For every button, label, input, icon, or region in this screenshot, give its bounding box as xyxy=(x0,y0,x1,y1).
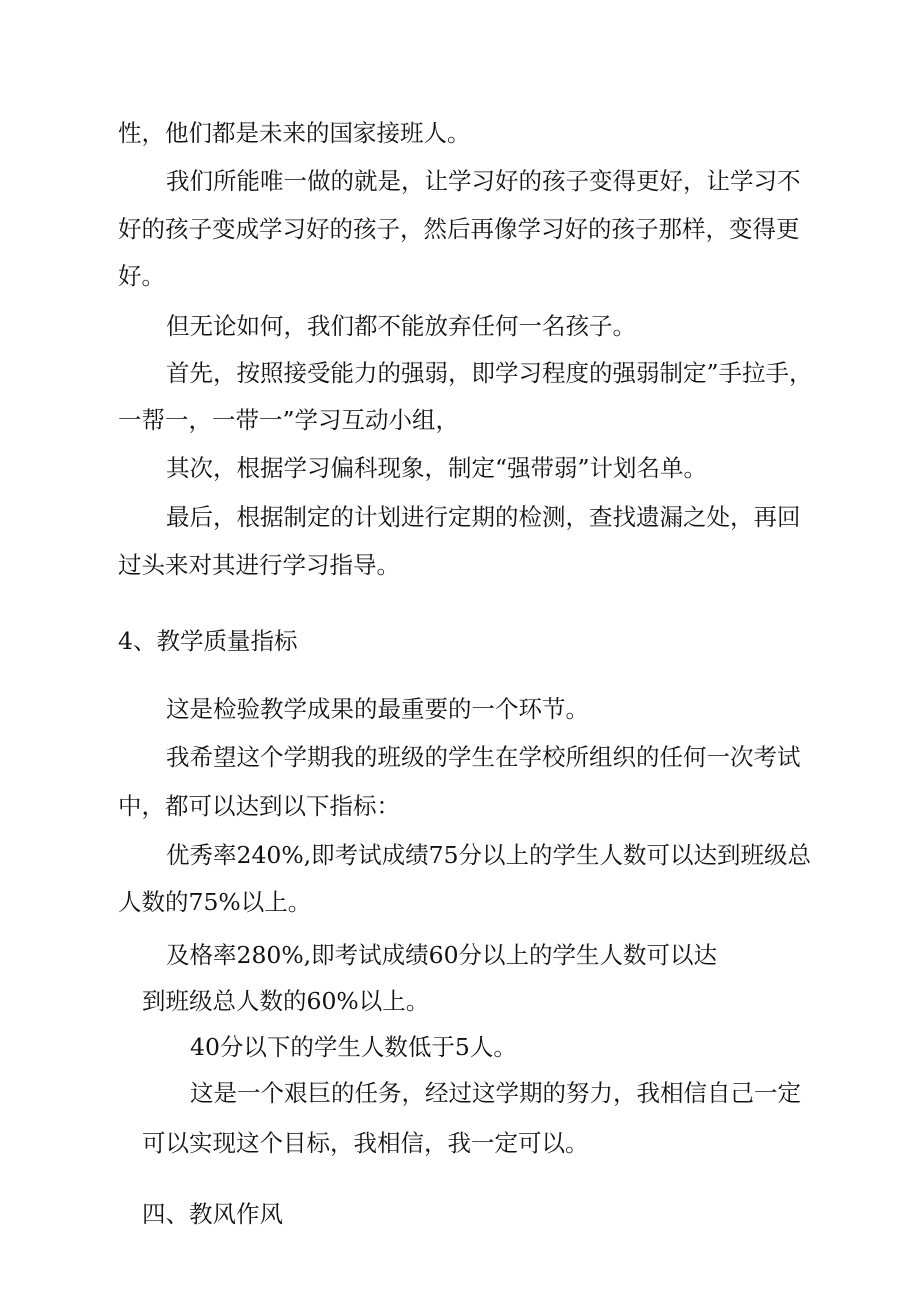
paragraph-line: 中，都可以达到以下指标： xyxy=(118,792,400,820)
paragraph-line: 其次，根据学习偏科现象，制定“强带弱”计划名单。 xyxy=(166,454,708,482)
paragraph-line: 一帮一，一带一”学习互动小组， xyxy=(118,406,460,434)
paragraph-line: 最后，根据制定的计划进行定期的检测，查找遗漏之处，再回 xyxy=(166,503,801,531)
paragraph-line: 但无论如何，我们都不能放弃任何一名孩子。 xyxy=(166,312,636,340)
paragraph-line: 可以实现这个目标，我相信，我一定可以。 xyxy=(142,1129,589,1157)
paragraph-line: 我们所能唯一做的就是，让学习好的孩子变得更好，让学习不 xyxy=(166,167,801,195)
paragraph-line: 性，他们都是未来的国家接班人。 xyxy=(118,119,471,147)
paragraph-line: 过头来对其进行学习指导。 xyxy=(118,551,400,579)
paragraph-line: 40分以下的学生人数低于5人。 xyxy=(190,1033,517,1061)
paragraph-line: 好。 xyxy=(118,262,165,290)
paragraph-line: 及格率280%,即考试成绩60分以上的学生人数可以达 xyxy=(166,941,718,969)
paragraph-line: 这是一个艰巨的任务，经过这学期的努力，我相信自己一定 xyxy=(190,1079,801,1107)
paragraph-line: 这是检验教学成果的最重要的一个环节。 xyxy=(166,695,589,723)
paragraph-line: 到班级总人数的60%以上。 xyxy=(142,987,430,1015)
section-heading: 四、教风作风 xyxy=(142,1200,283,1228)
paragraph-line: 好的孩子变成学习好的孩子，然后再像学习好的孩子那样，变得更 xyxy=(118,215,800,243)
section-heading: 4、教学质量指标 xyxy=(118,627,298,655)
paragraph-line: 首先，按照接受能力的强弱，即学习程度的强弱制定”手拉手， xyxy=(166,359,813,387)
paragraph-line: 优秀率240%,即考试成绩75分以上的学生人数可以达到班级总 xyxy=(166,841,812,869)
paragraph-line: 人数的75%以上。 xyxy=(118,888,312,916)
paragraph-line: 我希望这个学期我的班级的学生在学校所组织的任何一次考试 xyxy=(166,743,801,771)
